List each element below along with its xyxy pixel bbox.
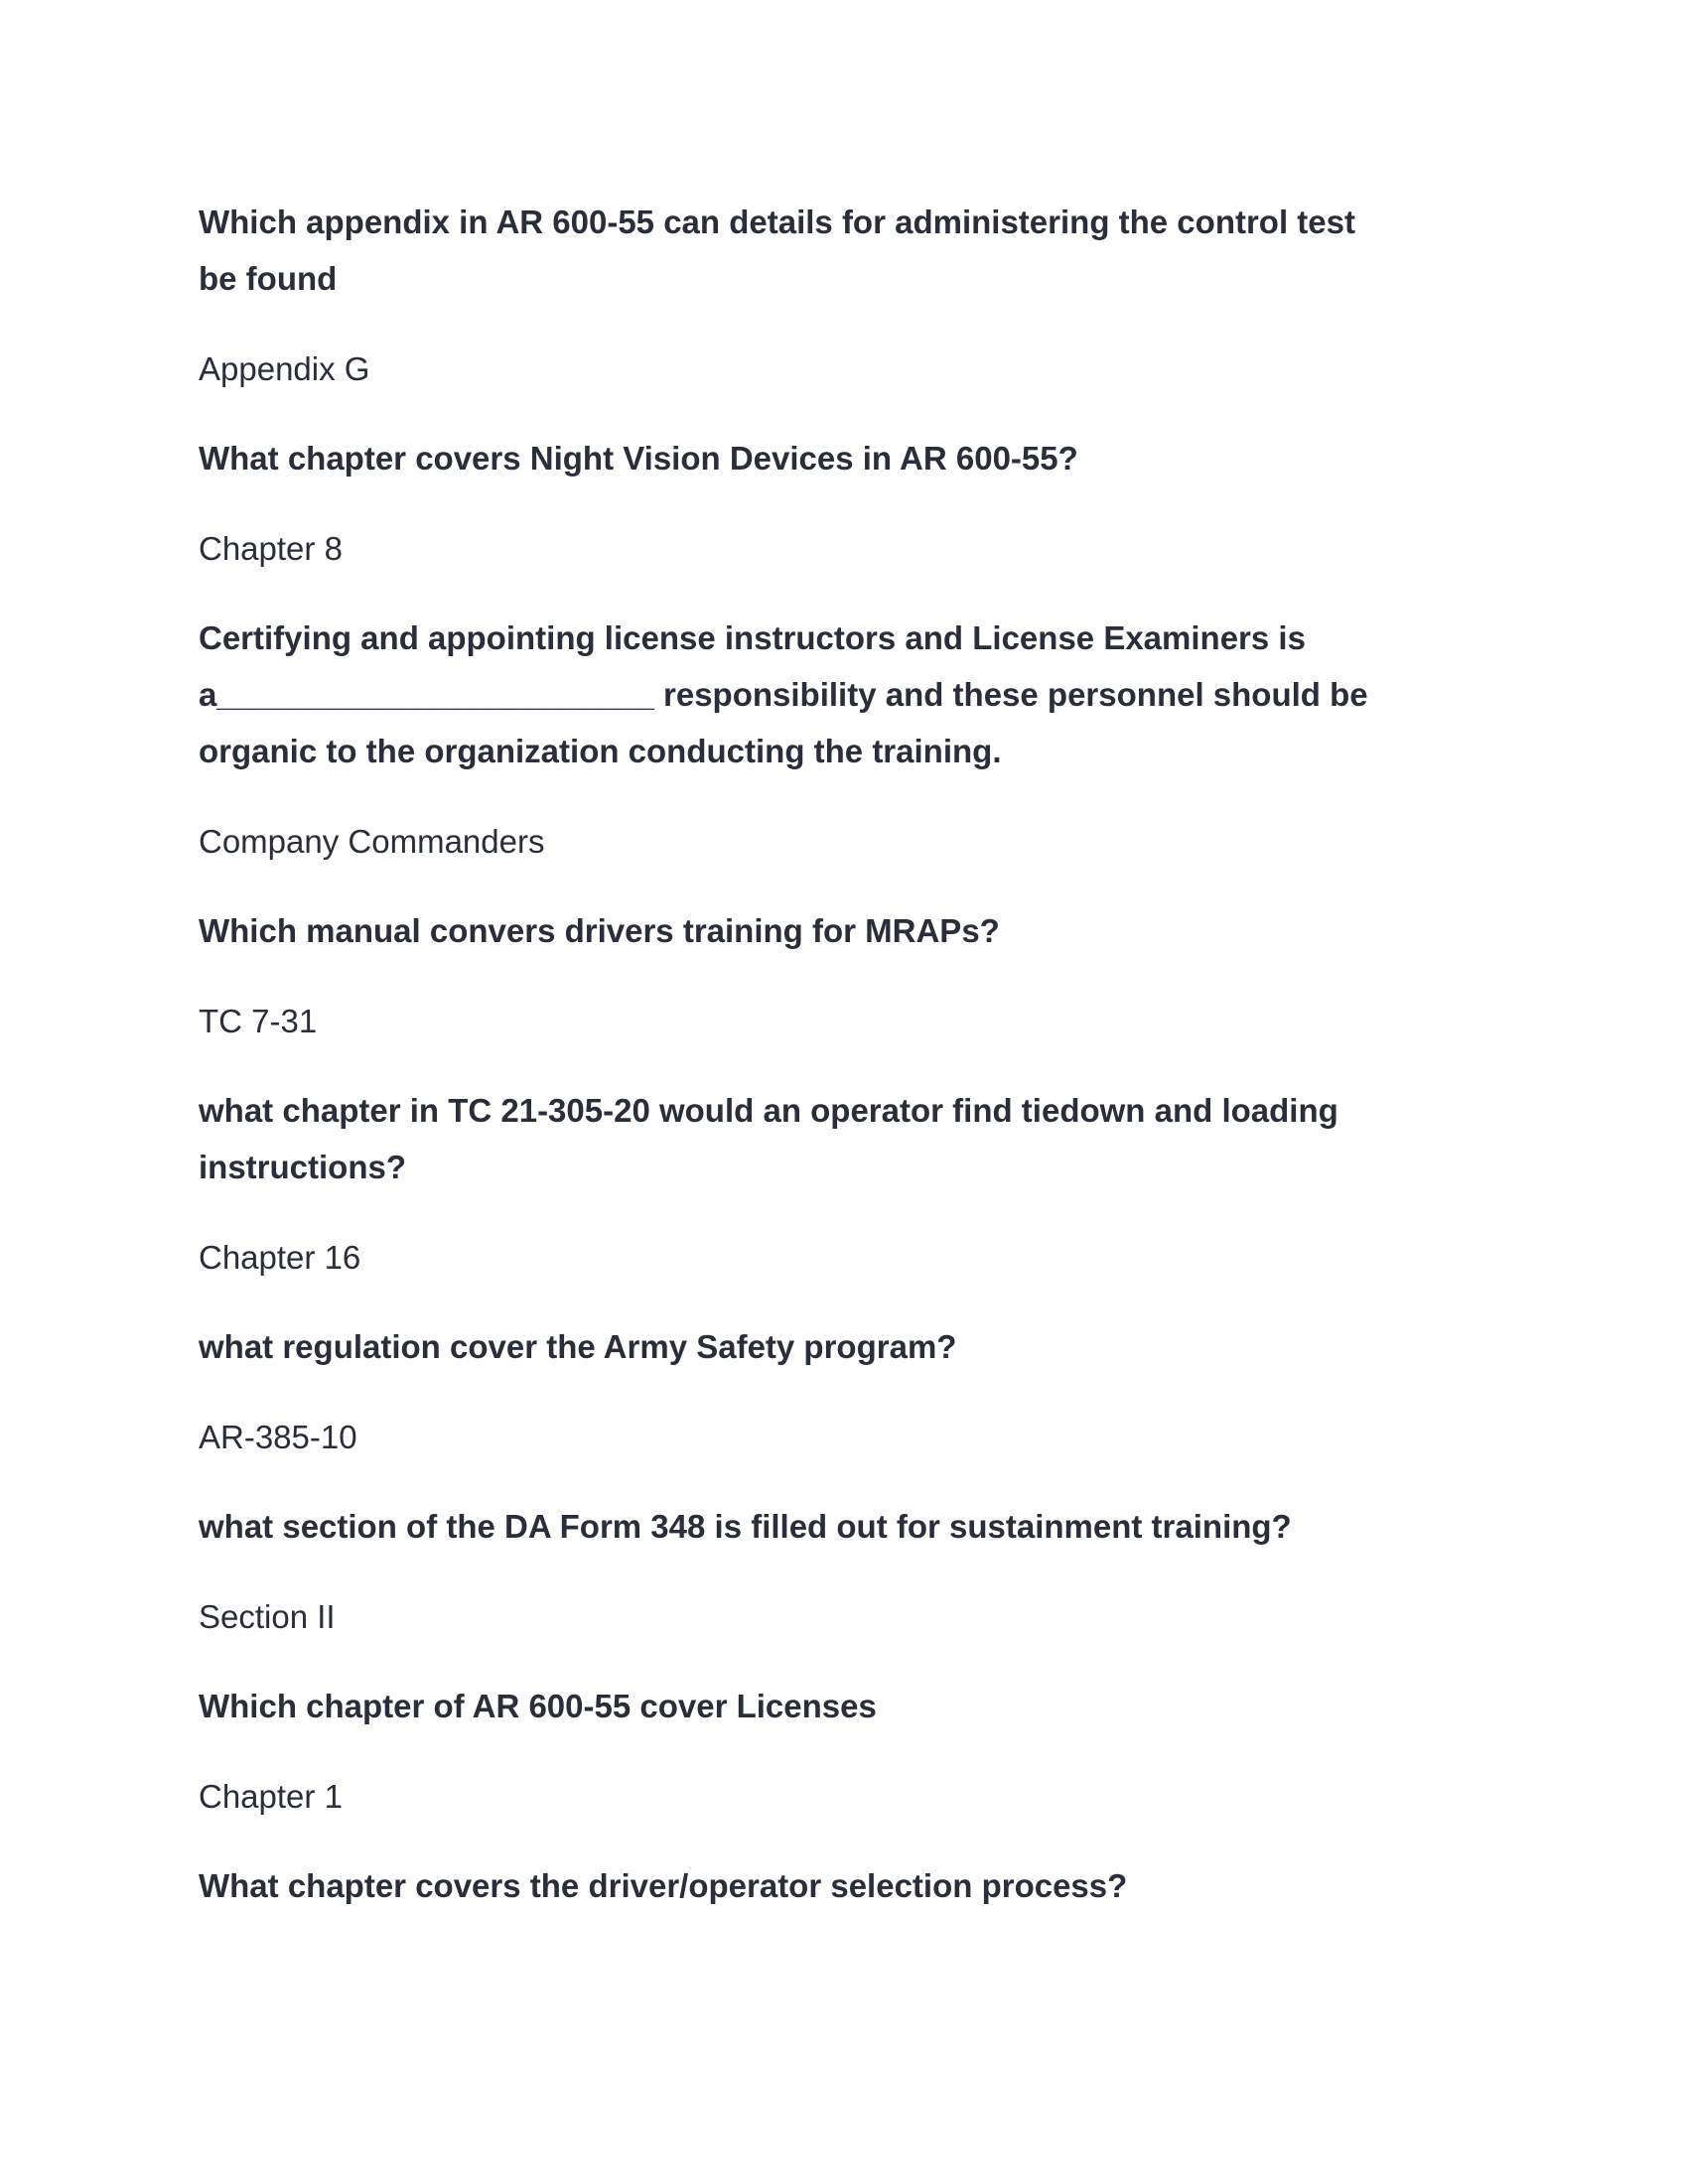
- qa-item: [199, 194, 1390, 397]
- answer-text: Chapter 16: [199, 1239, 361, 1276]
- question-text: Which appendix in AR 600-55 can details for administering the control test be found: [199, 204, 1355, 297]
- qa-item: [199, 1498, 1390, 1645]
- answer-text: Section II: [199, 1598, 336, 1635]
- qa-item: [199, 1318, 1390, 1465]
- answer-text: AR-385-10: [199, 1419, 357, 1455]
- answer-text: Company Commanders: [199, 823, 545, 860]
- question-text: Certifying and appointing license instructors and License Examiners is a________________________ responsibility and these personnel should be organic to the organization conducting the training.: [199, 619, 1368, 769]
- answer-text: TC 7-31: [199, 1003, 318, 1039]
- answer-text: Appendix G: [199, 350, 370, 387]
- question-text: what regulation cover the Army Safety program?: [199, 1328, 957, 1365]
- qa-item: [199, 430, 1390, 577]
- question-text: Which chapter of AR 600-55 cover Licenses: [199, 1688, 877, 1724]
- question-text: what chapter in TC 21-305-20 would an operator find tiedown and loading instructions?: [199, 1092, 1338, 1185]
- answer-text: Chapter 1: [199, 1778, 343, 1815]
- qa-item: [199, 1857, 1390, 1914]
- qa-item: [199, 610, 1390, 870]
- question-text: what section of the DA Form 348 is filled out for sustainment training?: [199, 1508, 1292, 1545]
- answer-text: Chapter 8: [199, 530, 343, 567]
- qa-item: [199, 1082, 1390, 1286]
- question-text: What chapter covers Night Vision Devices in AR 600-55?: [199, 440, 1078, 477]
- qa-list: [199, 194, 1390, 1914]
- question-text: What chapter covers the driver/operator selection process?: [199, 1867, 1128, 1904]
- qa-item: [199, 1678, 1390, 1825]
- qa-item: [199, 902, 1390, 1049]
- question-text: Which manual convers drivers training for MRAPs?: [199, 912, 1000, 949]
